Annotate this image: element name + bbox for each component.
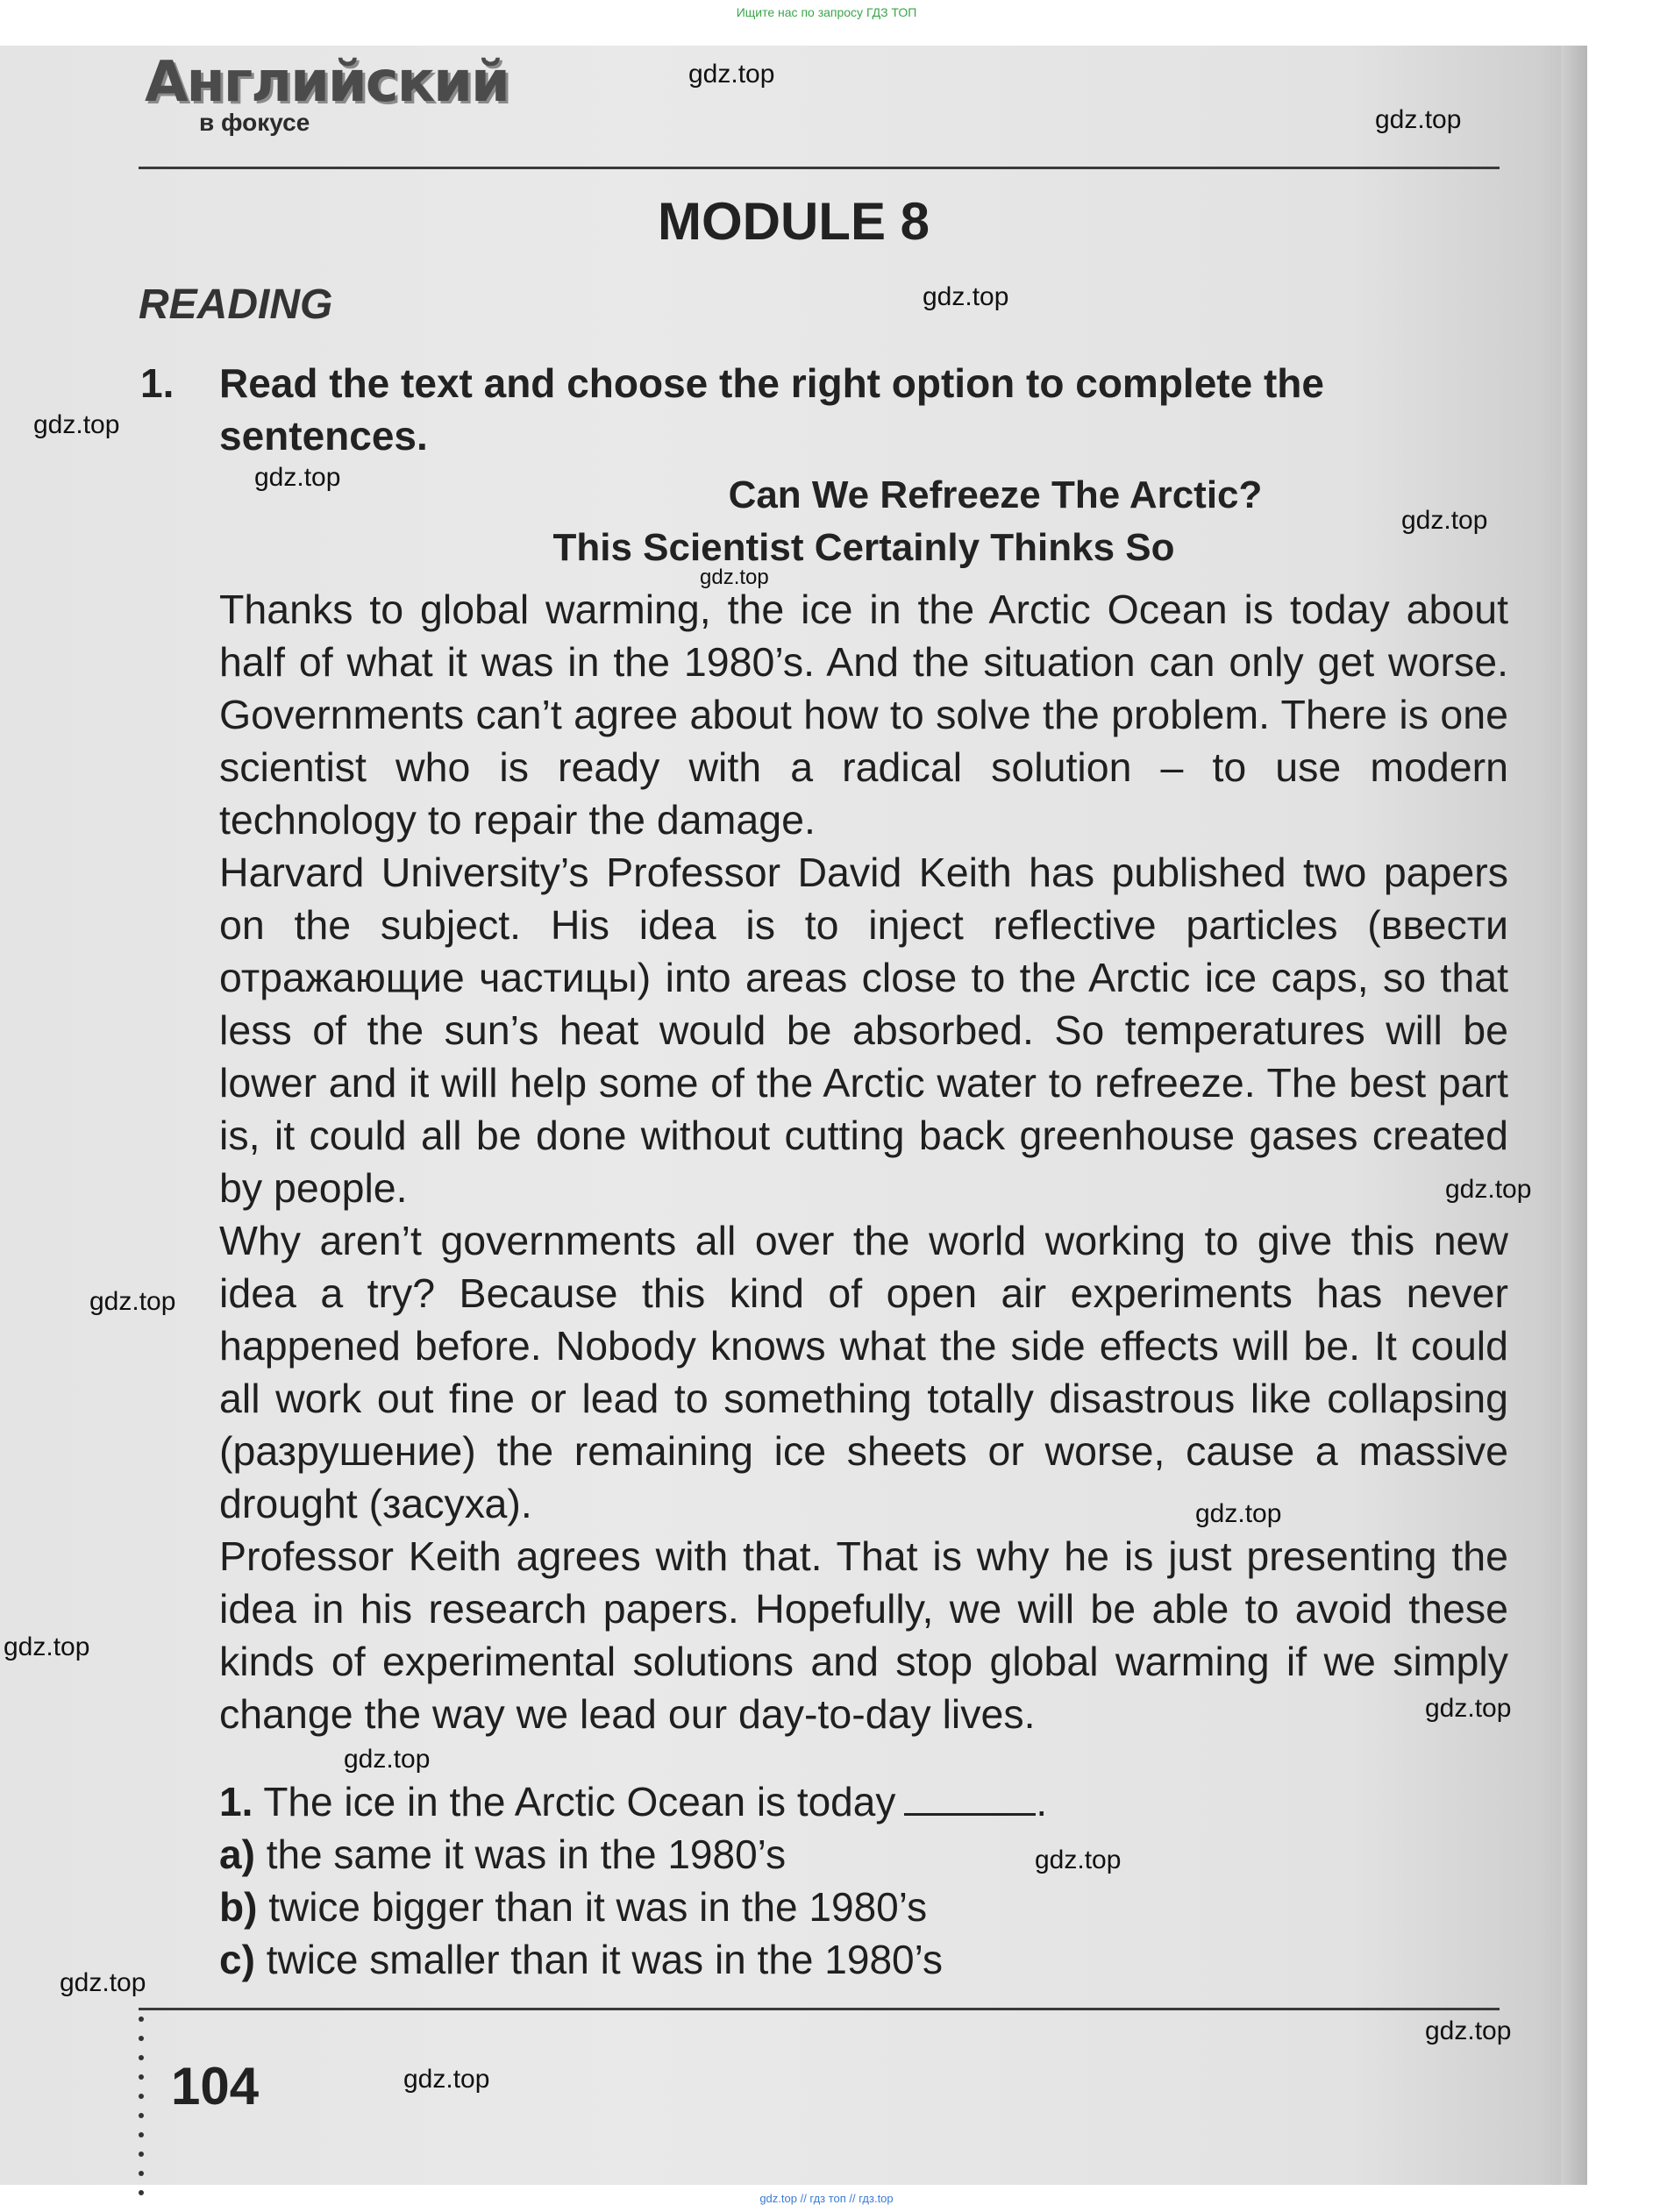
watermark: gdz.top — [1401, 506, 1488, 535]
watermark: gdz.top — [4, 1632, 90, 1661]
watermark: gdz.top — [1425, 2016, 1512, 2045]
header-rule — [139, 167, 1500, 169]
watermark: gdz.top — [1035, 1846, 1122, 1874]
task-instruction: Read the text and choose the right option to complete the sentences. — [219, 360, 1324, 459]
option-text: the same it was in the 1980’s — [266, 1831, 787, 1877]
option-letter: c) — [219, 1937, 255, 1982]
watermark: gdz.top — [89, 1287, 176, 1316]
article-title-line1: Can We Refreeze The Arctic? — [728, 473, 1263, 516]
task-number: 1. — [140, 360, 175, 406]
option-text: twice bigger than it was in the 1980’s — [268, 1884, 928, 1930]
page-number: 104 — [171, 2057, 260, 2116]
answer-blank — [904, 1778, 1036, 1816]
top-search-note: Ищите нас по запросу ГДЗ ТОП — [736, 5, 917, 19]
bottom-note: gdz.top // гдз топ // гдз.top — [759, 2192, 894, 2205]
question-1 — [219, 1775, 1508, 1986]
watermark: gdz.top — [33, 410, 120, 439]
article-paragraph: Professor Keith agrees with that. That is why he is just presenting the idea in his research papers. Hopefully, we will be able to avoid these kinds of experimental solutions and stop global warming if we simply change the way we lead our day-to-day lives. — [219, 1533, 1508, 1737]
watermark: gdz.top — [254, 463, 341, 492]
question-stem: The ice in the Arctic Ocean is today — [263, 1779, 896, 1824]
article-paragraph: Why aren’t governments all over the world working to give this new idea a try? Because this kind of open air experiments has never happened before. Nobody knows what the side effects will be. It could all work out fine or lead to something totally disastrous like collapsing (разрушение) the remaining ice sheets or worse, cause a massive drought (засуха). — [219, 1218, 1508, 1526]
option-a — [219, 1828, 1508, 1881]
watermark: gdz.top — [923, 282, 1009, 311]
watermark: gdz.top — [403, 2065, 490, 2094]
question-end: . — [1036, 1779, 1048, 1824]
page-gutter — [1561, 46, 1587, 2185]
footer-rule — [139, 2008, 1500, 2010]
option-letter: b) — [219, 1884, 258, 1930]
watermark: gdz.top — [688, 60, 775, 89]
margin-dots — [139, 2016, 144, 2209]
watermark: gdz.top — [1425, 1694, 1512, 1723]
option-c — [219, 1933, 1508, 1986]
watermark: gdz.top — [60, 1968, 146, 1997]
option-letter: a) — [219, 1831, 255, 1877]
article-paragraph: Harvard University’s Professor David Keith has published two papers on the subject. His idea is to inject reflective particles (ввести отражающие частицы) into areas close to the Arctic ice caps, so that less of the sun’s heat would be absorbed. So temperatures will be lower and it will help some of the Arctic water to refreeze. The best part is, it could all be done without cutting back greenhouse gases created by people. — [219, 850, 1508, 1211]
watermark: gdz.top — [1375, 105, 1462, 134]
textbook-logo — [145, 50, 509, 137]
logo-title: Английский — [145, 50, 509, 115]
module-title: MODULE 8 — [657, 192, 930, 251]
question-number: 1. — [219, 1779, 253, 1824]
question-stem-line — [219, 1775, 1508, 1828]
logo-subtitle: в фокусе — [199, 109, 310, 136]
article-title-line2: This Scientist Certainly Thinks So — [552, 526, 1175, 569]
article-paragraph: Thanks to global warming, the ice in the Arctic Ocean is today about half of what it was in the 1980’s. And the situation can only get worse. Governments can’t agree about how to solve the problem. There is one scientist who is ready with a radical solution – to use modern technology to repair the damage. — [219, 587, 1508, 843]
watermark: gdz.top — [344, 1745, 431, 1774]
article-body — [219, 583, 1508, 1740]
section-heading: READING — [139, 281, 333, 328]
watermark: gdz.top — [1195, 1499, 1282, 1528]
watermark: gdz.top — [1445, 1175, 1532, 1204]
option-text: twice smaller than it was in the 1980’s — [266, 1937, 943, 1982]
option-b — [219, 1881, 1508, 1933]
watermark: gdz.top — [700, 565, 769, 589]
